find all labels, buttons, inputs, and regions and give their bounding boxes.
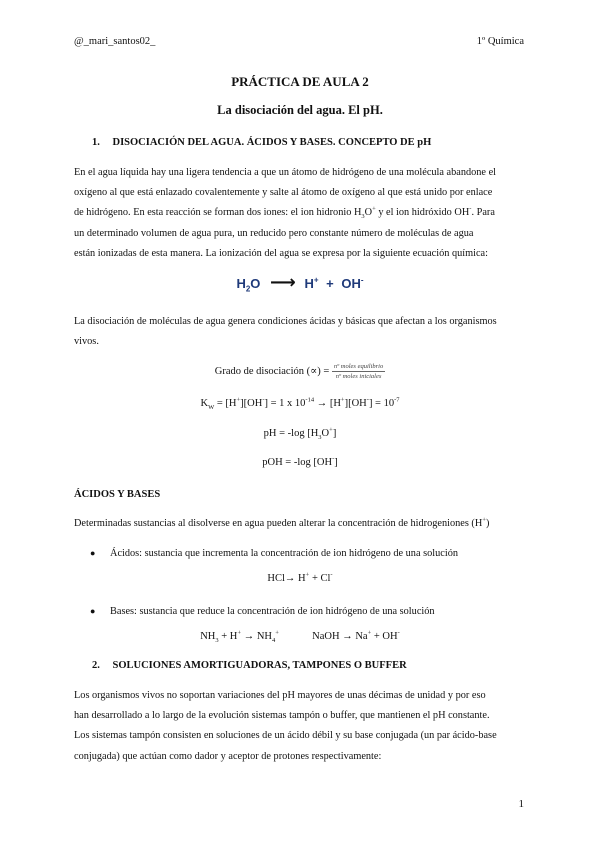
text-line: oxígeno al que está enlazado covalentemente y salte al átomo de oxígeno al que está unido por enlace [74,187,493,199]
bullet-acids: ● Ácidos: sustancia que incrementa la concentración de ion hidrógeno de una solución [90,548,458,559]
text-line: En el agua líquida hay una ligera tendencia a que un átomo de hidrógeno de una molécula abandone el [74,167,497,178]
equation-hcl: HCl→ H+ + Cl- [267,571,333,584]
formula-poh: pOH = -log [OH-] [262,455,338,468]
page-subtitle: La disociación del agua. El pH. [217,103,383,117]
bullet-icon: ● [90,606,96,616]
fraction: $\frac{\text{nº moles equilibrio}}{\text{nº moles iniciales}}$ [333,363,384,380]
paragraph-hydrogen-ions: Determinadas sustancias al disolverse en agua pueden alterar la concentración de hidrogeniones (H+) [74,516,490,529]
section-1-title: DISOCIACIÓN DEL AGUA. ÁCIDOS Y BASES. CONCEPTO DE pH [112,137,432,148]
section-1-number: 1. [92,137,100,148]
page-title: PRÁCTICA DE AULA 2 [231,74,369,89]
text-line: han desarrollado a lo largo de la evolución sistemas tampón o buffer, que mantienen el pH constante. [74,710,490,722]
header-course: 1º Química [476,36,524,47]
section-2-title: SOLUCIONES AMORTIGUADORAS, TAMPONES O BUFFER [112,660,407,671]
formula-kw: $K_W = [H^+][OH^-] = 1$ x $10^{-14} \to [H^+][OH^-] = 10^{-7}$ [200,396,400,412]
text-line: están ionizadas de esta manera. La ionización del agua se expresa por la siguiente ecuación química: [74,247,488,259]
equation-naoh: NaOH → Na+ + OH- [312,629,400,642]
formula-ph: pH = -log $[H_3O^+]$ [263,426,337,442]
text-line: La disociación de moléculas de agua genera condiciones ácidas y básicas que afectan a los organismos [74,316,497,327]
bullet-bases: ● Bases: sustancia que reduce la concentración de ion hidrógeno de una solución [90,606,435,617]
text-line: de hidrógeno. En esta reacción se forman dos iones: el ion hidronio $H_3O^+$ y el ion hidróxido OH-. Para [74,205,495,221]
water-dissociation-equation: $H_2O$ ⟶ H+ + OH- [236,272,364,294]
text-line: Los sistemas tampón consisten en soluciones de un ácido débil y su base conjugada (un par ácido-base [74,730,497,742]
paragraph-dissociation-effects [74,312,526,352]
text-line: un determinado volumen de agua pura, un reducido pero constante número de moléculas de agua [74,227,474,239]
equation-nh3: $NH_3 + H^+ \to NH_4^+$ [200,629,279,645]
text-line: conjugada) que actúan como dador y aceptor de protones respectivamente: [74,750,382,762]
formula-dissociation-degree: Grado de disociación (∝) = $\frac{\text{nº moles equilibrio}}{\text{nº moles iniciales}}$ [214,363,384,380]
acids-bases-heading: ÁCIDOS Y BASES [74,489,161,500]
text-line: Los organismos vivos no soportan variaciones del pH mayores de unas décimas de unidad y por eso [74,690,486,701]
header-author: @_mari_santos02_ [74,36,156,47]
text-line: vivos. [74,336,99,348]
equation-bases [0,629,600,645]
reaction-arrow-icon: ⟶ [270,272,295,292]
section-2-number: 2. [92,660,100,671]
section-1-heading [92,137,431,148]
section-2-heading [92,660,407,671]
page-number: 1 [518,798,524,810]
paragraph-water-ionization [74,163,526,264]
bullet-icon: ● [90,548,96,558]
paragraph-buffers [74,686,526,767]
